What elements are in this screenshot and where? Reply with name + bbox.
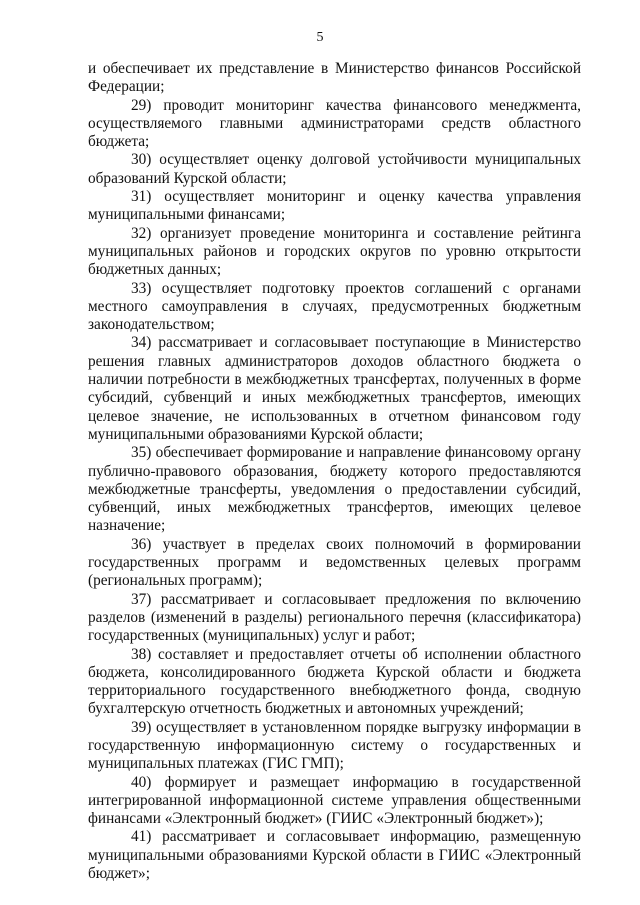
paragraph-item-39: 39) осуществляет в установленном порядке выгрузку информации в государственную информационную систему о государственных и муниципальных платежах (ГИС ГМП);: [88, 718, 581, 773]
paragraph-item-37: 37) рассматривает и согласовывает предложения по включению разделов (изменений в разделы) регионального перечня (классификатора) государственных (муниципальных) услуг и работ;: [88, 590, 581, 645]
paragraph-item-34: 34) рассматривает и согласовывает поступающие в Министерство решения главных администраторов доходов областного бюджета о наличии потребности в межбюджетных трансфертах, полученных в форме субсидий, субвенций и иных межбюджетных трансфертов, имеющих целевое значение, не использованных в отчетном финансовом году муниципальными образованиями Курской области;: [88, 334, 581, 443]
paragraph-item-40: 40) формирует и размещает информацию в государственной интегрированной информационной системе управления общественными финансами «Электронный бюджет» (ГИИС «Электронный бюджет»);: [88, 773, 581, 828]
paragraph-item-38: 38) составляет и предоставляет отчеты об исполнении областного бюджета, консолидированного бюджета Курской области и бюджета территориального государственного внебюджетного фонда, сводную бухгалтерскую отчетность бюджетных и автономных учреждений;: [88, 645, 581, 718]
paragraph-item-30: 30) осуществляет оценку долговой устойчивости муниципальных образований Курской области;: [88, 151, 581, 187]
paragraph-item-35: 35) обеспечивает формирование и направление финансовому органу публично-правового образования, бюджету которого предоставляются межбюджетные трансферты, уведомления о предоставлении субсидий, субвенций, иных межбюджетных трансфертов, имеющих целевое назначение;: [88, 444, 581, 535]
document-body: [88, 60, 581, 883]
paragraph-item-41: 41) рассматривает и согласовывает информацию, размещенную муниципальными образованиями Курской области в ГИИС «Электронный бюджет»;: [88, 828, 581, 883]
paragraph-item-29: 29) проводит мониторинг качества финансового менеджмента, осуществляемого главными администраторами средств областного бюджета;: [88, 96, 581, 151]
paragraph-item-36: 36) участвует в пределах своих полномочий в формировании государственных программ и ведомственных целевых программ (региональных программ);: [88, 535, 581, 590]
page-number: 5: [316, 30, 324, 45]
paragraph-item-33: 33) осуществляет подготовку проектов соглашений с органами местного самоуправления в случаях, предусмотренных бюджетным законодательством;: [88, 279, 581, 334]
paragraph-continuation: и обеспечивает их представление в Министерство финансов Российской Федерации;: [88, 60, 581, 96]
paragraph-item-32: 32) организует проведение мониторинга и составление рейтинга муниципальных районов и городских округов по уровню открытости бюджетных данных;: [88, 224, 581, 279]
paragraph-item-31: 31) осуществляет мониторинг и оценку качества управления муниципальными финансами;: [88, 188, 581, 224]
